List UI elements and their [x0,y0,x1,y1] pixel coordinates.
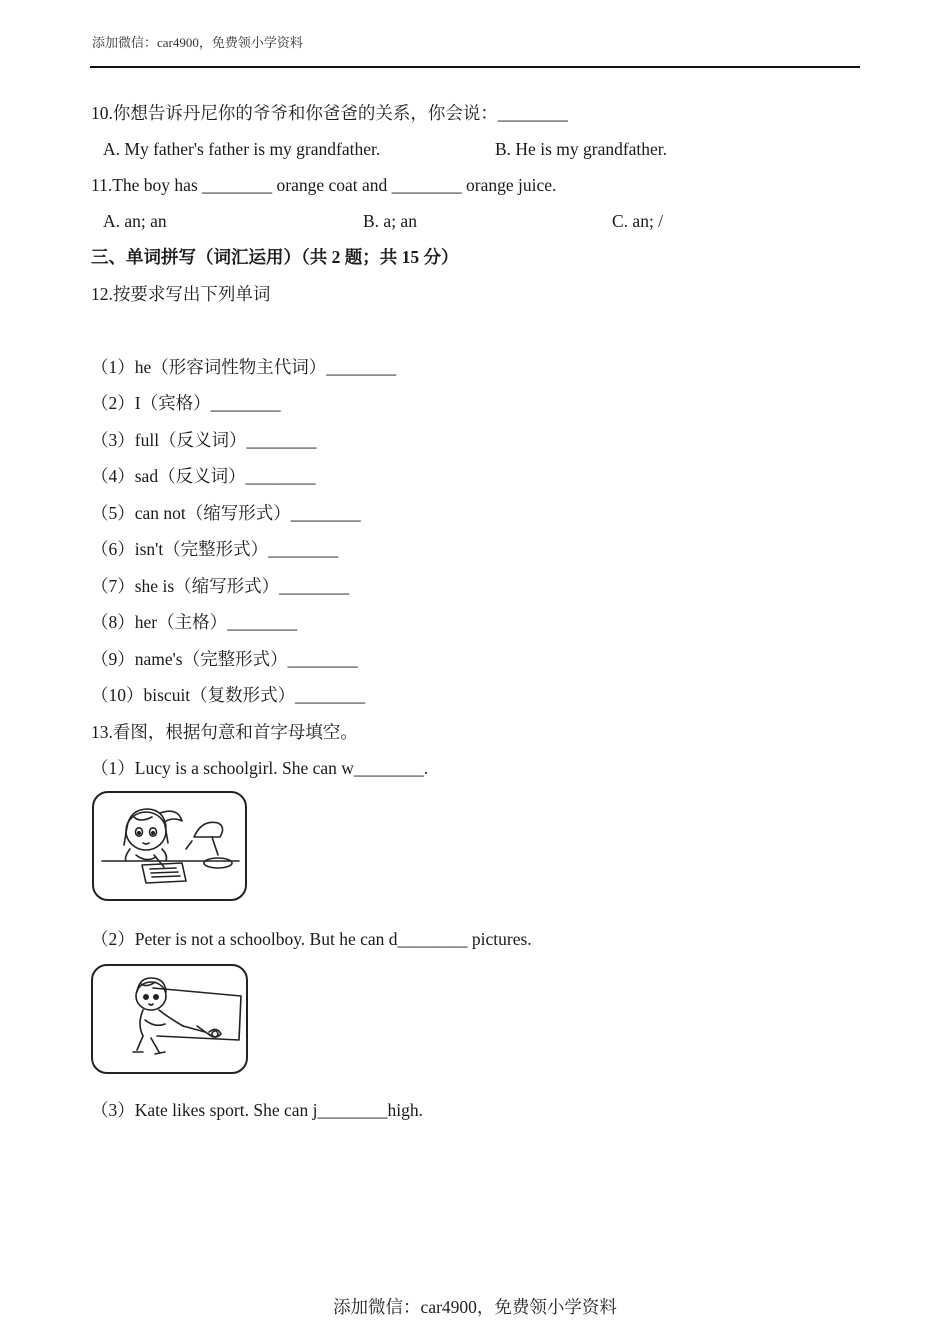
header-divider [90,66,860,68]
q12-item: （9）name's（完整形式）________ [91,649,358,669]
q12-stem: 12.按要求写出下列单词 [91,284,271,304]
q13-stem: 13.看图，根据句意和首字母填空。 [91,722,358,742]
q13-item: （3）Kate likes sport. She can j________high. [91,1100,423,1120]
q12-item: （8）her（主格）________ [91,612,298,632]
q12-item: （4）sad（反义词）________ [91,466,316,486]
q10-option-a: A. My father's father is my grandfather. [103,139,381,159]
q11-option-a: A. an; an [103,211,167,231]
q11-stem: 11.The boy has ________ orange coat and ________ orange juice. [91,175,557,195]
q13-item: （2）Peter is not a schoolboy. But he can d________ pictures. [91,929,532,949]
q12-item: （3）full（反义词）________ [91,430,317,450]
q13-item: （1）Lucy is a schoolgirl. She can w________. [91,758,429,778]
writing-girl-illustration [92,791,247,901]
q11-option-c: C. an; / [612,211,664,231]
q12-item: （5）can not（缩写形式）________ [91,503,361,523]
q12-item: （1）he（形容词性物主代词）________ [91,357,397,377]
q12-item: （7）she is（缩写形式）________ [91,576,350,596]
q11-option-b: B. a; an [363,211,417,231]
q12-item: （6）isn't（完整形式）________ [91,539,339,559]
section-title: 三、单词拼写（词汇运用）（共 2 题；共 15 分） [91,247,459,267]
header-watermark: 添加微信：car4900，免费领小学资料 [92,35,303,50]
q10-option-b: B. He is my grandfather. [495,139,668,159]
q12-item: （10）biscuit（复数形式）________ [91,685,366,705]
q12-item: （2）I（宾格）________ [91,393,281,413]
drawing-boy-illustration [91,964,248,1074]
q10-stem: 10.你想告诉丹尼你的爷爷和你爸爸的关系，你会说：________ [91,103,568,123]
footer-watermark: 添加微信：car4900，免费领小学资料 [333,1297,617,1317]
